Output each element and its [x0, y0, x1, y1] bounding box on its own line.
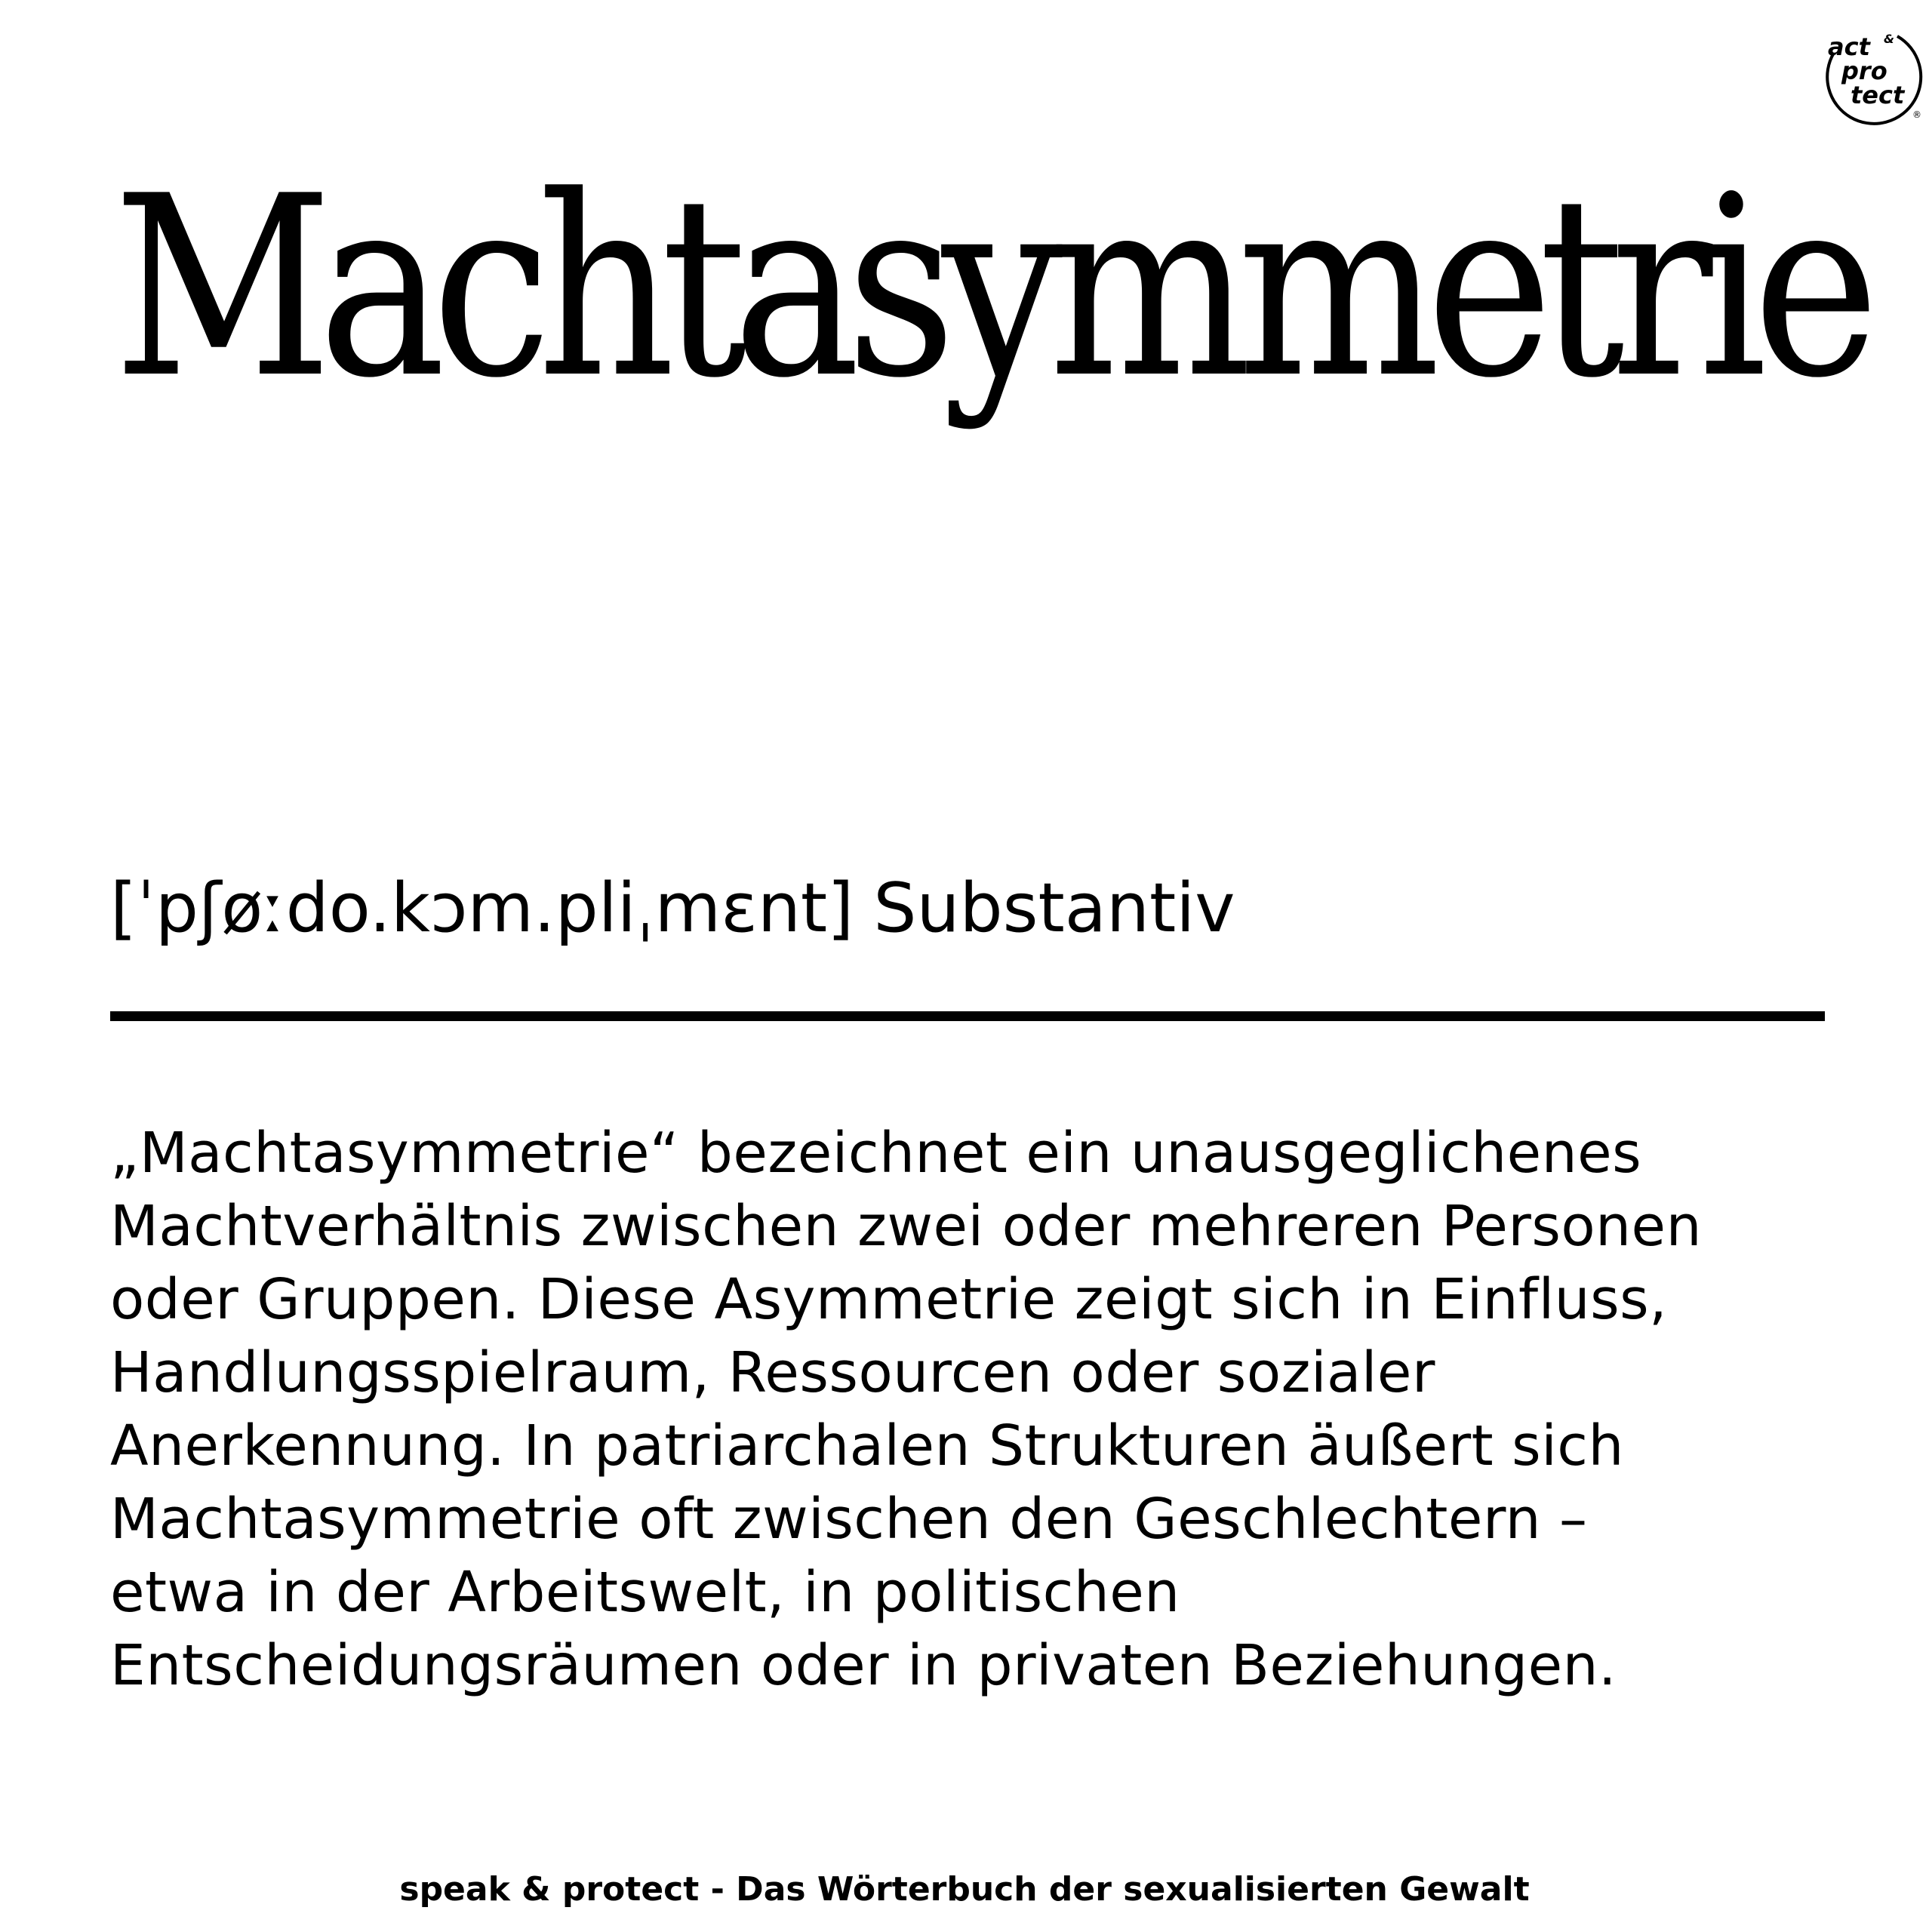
logo-registered-mark: ®: [1912, 109, 1921, 120]
logo-text-tect: tect: [1851, 81, 1905, 109]
definition-line: Machtasymmetrie oft zwischen den Geschlechtern –: [110, 1487, 1588, 1552]
logo-text-act: act: [1828, 32, 1870, 61]
act-and-protect-logo: [1819, 23, 1924, 128]
definition-line: Handlungsspielraum, Ressourcen oder sozialer: [110, 1340, 1435, 1405]
definition-line: Machtverhältnis zwischen zwei oder mehreren Personen: [110, 1194, 1702, 1259]
definition-line: etwa in der Arbeitswelt, in politischen: [110, 1560, 1180, 1625]
definition-line: oder Gruppen. Diese Asymmetrie zeigt sich in Einfluss,: [110, 1267, 1668, 1332]
headword: Machtasymmetrie: [113, 143, 1866, 432]
definition-line: „Machtasymmetrie“ bezeichnet ein unausgeglichenes: [110, 1121, 1642, 1186]
pronunciation-row: [110, 868, 1235, 949]
pronunciation: [ˈpʃøːdo.kɔm.pliˌmɛnt]: [110, 869, 854, 948]
definition-text: [110, 1117, 1846, 1703]
part-of-speech: Substantiv: [873, 869, 1235, 948]
footer-caption: speak & protect - Das Wörterbuch der sexualisierten Gewalt: [399, 1870, 1530, 1909]
definition-line: Anerkennung. In patriarchalen Strukturen äußert sich: [110, 1414, 1624, 1478]
divider: [110, 1011, 1825, 1021]
logo-text-amp: &: [1884, 32, 1894, 46]
logo-text-pro: pro: [1841, 57, 1887, 85]
definition-line: Entscheidungsräumen oder in privaten Beziehungen.: [110, 1633, 1617, 1698]
